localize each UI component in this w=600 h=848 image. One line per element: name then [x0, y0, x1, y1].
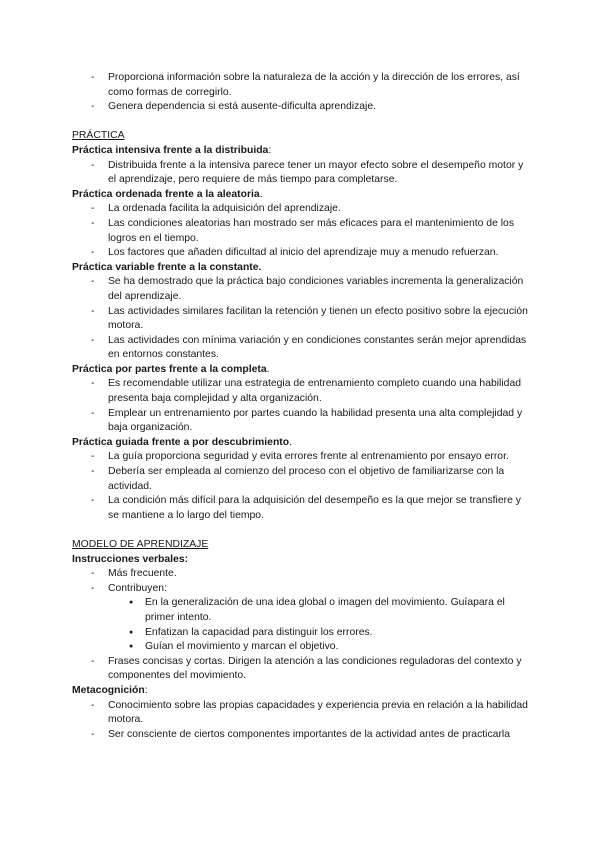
bullet-item: ● En la generalización de una idea global o imagen del movimiento. Guíapara el primer intento. — [72, 596, 532, 625]
list-item: - Emplear un entrenamiento por partes cuando la habilidad presenta una alta complejidad y baja organización. — [72, 407, 532, 436]
bullet-item: ● Enfatizan la capacidad para distinguir los errores. — [72, 626, 532, 641]
list-item: - Ser consciente de ciertos componentes importantes de la actividad antes de practicarla — [72, 728, 532, 743]
subheading: Instrucciones verbales: — [72, 553, 189, 565]
list-item: - Las actividades similares facilitan la retención y tienen un efecto positivo sobre la ejecución motora. — [72, 305, 532, 334]
list-item: - Se ha demostrado que la práctica bajo condiciones variables incrementa la generalización del aprendizaje. — [72, 275, 532, 304]
subheading: Práctica variable frente a la constante. — [72, 261, 262, 273]
list-item: - Más frecuente. — [72, 567, 532, 582]
list-item: - Los factores que añaden dificultad al inicio del aprendizaje muy a menudo refuerzan. — [72, 246, 532, 261]
list-item: - La condición más difícil para la adquisición del desempeño es la que mejor se transfiere y se mantiene a lo largo del tiempo. — [72, 494, 532, 523]
list-item: - La guía proporciona seguridad y evita errores frente al entrenamiento por ensayo error. — [72, 450, 532, 465]
list-item: - Distribuida frente a la intensiva parece tener un mayor efecto sobre el desempeño motor y el aprendizaje, pero requiere de más tiempo para completarse. — [72, 159, 532, 188]
subheading: Práctica intensiva frente a la distribuida: — [72, 144, 272, 156]
intro-item: - Genera dependencia si está ausente-dificulta aprendizaje. — [72, 100, 532, 115]
list-item: - Las condiciones aleatorias han mostrado ser más eficaces para el mantenimiento de los logros en el tiempo. — [72, 217, 532, 246]
page-content — [72, 71, 532, 742]
subheading: Práctica por partes frente a la completa. — [72, 363, 270, 375]
bullet-item: ● Guían el movimiento y marcan el objetivo. — [72, 640, 532, 655]
list-item: - La ordenada facilita la adquisición del aprendizaje. — [72, 202, 532, 217]
list-item: - Contribuyen: — [72, 582, 532, 597]
list-item: - Es recomendable utilizar una estrategia de entrenamiento completo cuando una habilidad presenta baja complejidad y alta organización. — [72, 377, 532, 406]
section-title-modelo: MODELO DE APRENDIZAJE — [72, 539, 209, 550]
subheading: Metacognición: — [72, 684, 148, 696]
list-item: - Conocimiento sobre las propias capacidades y experiencia previa en relación a la habilidad motora. — [72, 699, 532, 728]
subheading: Práctica guiada frente a por descubrimiento. — [72, 436, 292, 448]
list-item: - Debería ser empleada al comienzo del proceso con el objetivo de familiarizarse con la actividad. — [72, 465, 532, 494]
section-title-practica: PRÁCTICA — [72, 130, 125, 142]
list-item: - Las actividades con mínima variación y en condiciones constantes serán mejor aprendidas en entornos constantes. — [72, 334, 532, 363]
list-item: - Frases concisas y cortas. Dirigen la atención a las condiciones reguladoras del contexto y componentes del movimiento. — [72, 655, 532, 684]
subheading: Práctica ordenada frente a la aleatoria. — [72, 188, 263, 200]
intro-item: - Proporciona información sobre la naturaleza de la acción y la dirección de los errores, así como formas de corregirlo. — [72, 71, 532, 100]
